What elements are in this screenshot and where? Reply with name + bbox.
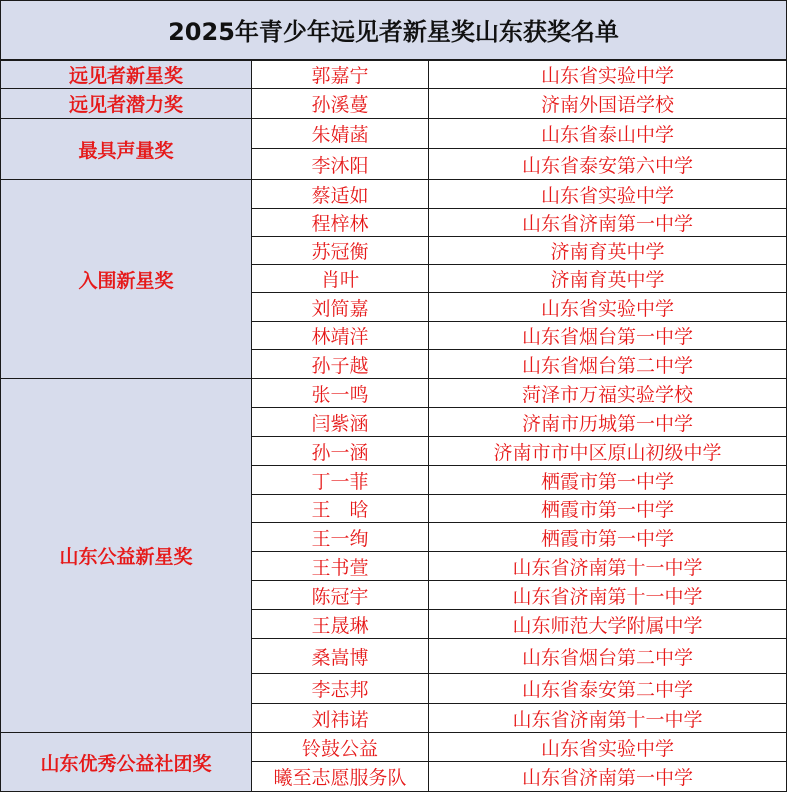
winner-school: 山东省实验中学 xyxy=(429,60,787,89)
winner-school: 山东省济南第十一中学 xyxy=(429,704,787,733)
winner-name: 曦至志愿服务队 xyxy=(252,762,429,792)
winner-school: 山东省济南第十一中学 xyxy=(429,581,787,610)
table-row xyxy=(1,733,787,762)
title-row xyxy=(1,1,787,60)
winner-school: 济南育英中学 xyxy=(429,265,787,293)
winner-name: 桑嵩博 xyxy=(252,639,429,674)
winner-name: 王晟琳 xyxy=(252,610,429,639)
winner-name: 王 晗 xyxy=(252,495,429,523)
winner-school: 栖霞市第一中学 xyxy=(429,523,787,552)
table-row xyxy=(1,180,787,209)
winner-school: 山东师范大学附属中学 xyxy=(429,610,787,639)
award-category: 远见者新星奖 xyxy=(1,60,252,89)
winner-name: 蔡适如 xyxy=(252,180,429,209)
winner-school: 济南外国语学校 xyxy=(429,89,787,119)
page-title: 2025年青少年远见者新星奖山东获奖名单 xyxy=(1,1,787,60)
winner-name: 郭嘉宁 xyxy=(252,60,429,89)
winner-name: 张一鸣 xyxy=(252,379,429,408)
winner-school: 山东省泰安第六中学 xyxy=(429,149,787,180)
table-row xyxy=(1,379,787,408)
winner-name: 肖叶 xyxy=(252,265,429,293)
award-category: 山东公益新星奖 xyxy=(1,379,252,733)
winner-name: 程梓林 xyxy=(252,209,429,237)
winner-school: 山东省实验中学 xyxy=(429,733,787,762)
winner-school: 山东省济南第一中学 xyxy=(429,209,787,237)
winner-school: 山东省泰山中学 xyxy=(429,119,787,149)
award-category: 入围新星奖 xyxy=(1,180,252,379)
winner-school: 山东省泰安第二中学 xyxy=(429,674,787,704)
award-category: 最具声量奖 xyxy=(1,119,252,180)
winner-school: 济南育英中学 xyxy=(429,237,787,265)
winner-name: 苏冠衡 xyxy=(252,237,429,265)
winner-name: 李志邦 xyxy=(252,674,429,704)
winner-school: 菏泽市万福实验学校 xyxy=(429,379,787,408)
winner-name: 孙溪蔓 xyxy=(252,89,429,119)
winner-school: 山东省济南第一中学 xyxy=(429,762,787,792)
winner-name: 闫紫涵 xyxy=(252,408,429,437)
winner-name: 孙子越 xyxy=(252,350,429,379)
award-category: 山东优秀公益社团奖 xyxy=(1,733,252,792)
table-row xyxy=(1,119,787,149)
winner-school: 山东省烟台第一中学 xyxy=(429,322,787,350)
winner-school: 栖霞市第一中学 xyxy=(429,495,787,523)
winner-school: 栖霞市第一中学 xyxy=(429,466,787,495)
winner-name: 朱婧菡 xyxy=(252,119,429,149)
winner-name: 王书萱 xyxy=(252,552,429,581)
winner-name: 刘祎诺 xyxy=(252,704,429,733)
award-category: 远见者潜力奖 xyxy=(1,89,252,119)
winner-name: 王一绚 xyxy=(252,523,429,552)
winner-school: 山东省烟台第二中学 xyxy=(429,350,787,379)
table-row xyxy=(1,89,787,119)
winner-name: 李沐阳 xyxy=(252,149,429,180)
winner-school: 山东省济南第十一中学 xyxy=(429,552,787,581)
winner-name: 刘简嘉 xyxy=(252,293,429,322)
winner-school: 山东省实验中学 xyxy=(429,293,787,322)
table-row xyxy=(1,60,787,89)
winner-name: 丁一菲 xyxy=(252,466,429,495)
winner-name: 铃鼓公益 xyxy=(252,733,429,762)
winner-school: 济南市市中区原山初级中学 xyxy=(429,437,787,466)
winner-school: 山东省烟台第二中学 xyxy=(429,639,787,674)
winner-school: 山东省实验中学 xyxy=(429,180,787,209)
winner-name: 林靖洋 xyxy=(252,322,429,350)
winner-name: 陈冠宇 xyxy=(252,581,429,610)
winner-name: 孙一涵 xyxy=(252,437,429,466)
winner-school: 济南市历城第一中学 xyxy=(429,408,787,437)
